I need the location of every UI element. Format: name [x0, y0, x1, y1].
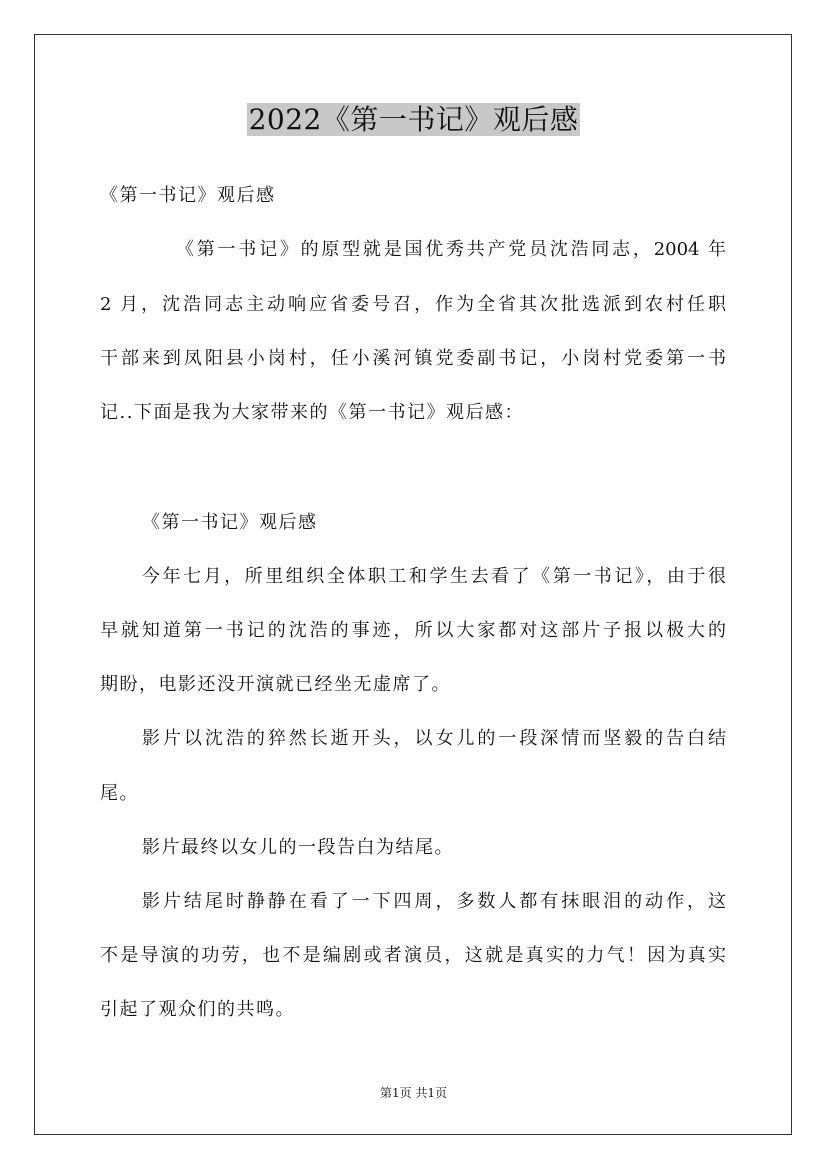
- paragraph-4-line-1: 影片结尾时静静在看了一下四周，多数人都有抹眼泪的动作，这: [142, 891, 726, 912]
- paragraph-4-line-3: 引起了观众们的共鸣。: [100, 999, 295, 1020]
- paragraph-2-line-2: 尾。: [100, 783, 139, 804]
- document-subtitle: 《第一书记》观后感: [100, 185, 276, 206]
- intro-line-3: 干部来到凤阳县小岗村，任小溪河镇党委副书记，小岗村党委第一书: [100, 348, 726, 369]
- intro-line-2: 2 月，沈浩同志主动响应省委号召，作为全省其次批选派到农村任职: [100, 294, 726, 315]
- section-heading: 《第一书记》观后感: [142, 512, 318, 533]
- paragraph-1-line-2: 早就知道第一书记的沈浩的事迹，所以大家都对这部片子报以极大的: [100, 620, 726, 641]
- paragraph-1-line-3: 期盼，电影还没开演就已经坐无虚席了。: [100, 674, 451, 695]
- intro-line-1: 《第一书记》的原型就是国优秀共产党员沈浩同志，2004 年: [176, 239, 726, 260]
- document-title-text: 2022《第一书记》观后感: [248, 103, 579, 136]
- intro-line-4: 记..下面是我为大家带来的《第一书记》观后感：: [100, 402, 524, 423]
- paragraph-4-line-2: 不是导演的功劳，也不是编剧或者演员，这就是真实的力气！因为真实: [100, 945, 726, 966]
- paragraph-1-line-1: 今年七月，所里组织全体职工和学生去看了《第一书记》，由于很: [142, 566, 726, 587]
- page-footer: 第1页 共1页: [379, 1086, 448, 1100]
- paragraph-3-line-1: 影片最终以女儿的一段告白为结尾。: [142, 837, 454, 858]
- paragraph-2-line-1: 影片以沈浩的猝然长逝开头，以女儿的一段深情而坚毅的告白结: [142, 728, 726, 749]
- document-title: [0, 98, 827, 142]
